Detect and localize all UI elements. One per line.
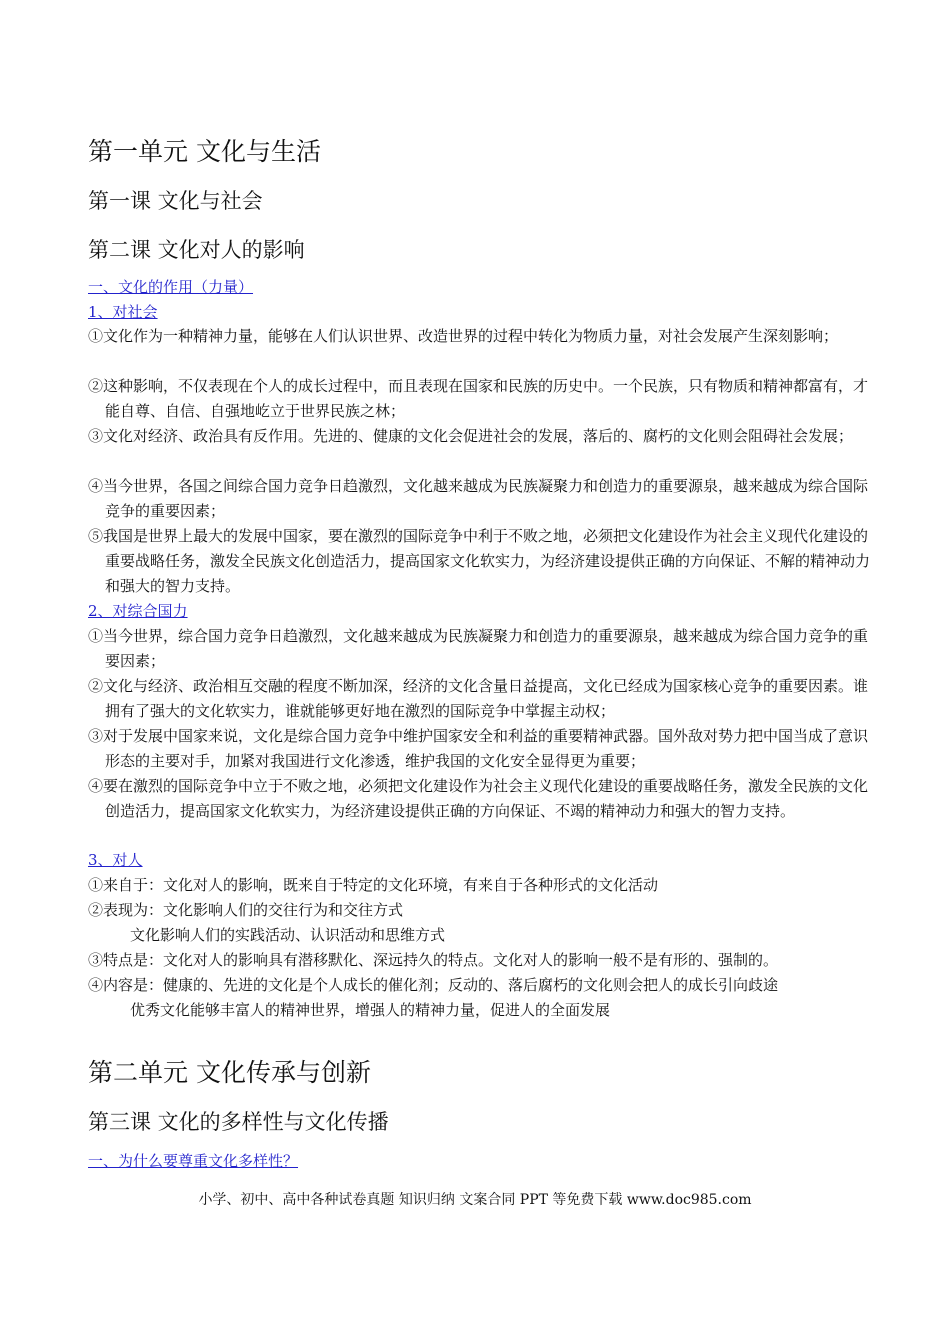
unit-2-title: 第二单元 文化传承与创新 <box>88 1058 371 1087</box>
section-culture-role-heading[interactable]: 一、文化的作用（力量） <box>88 278 254 296</box>
national-power-item-3: ③对于发展中国家来说，文化是综合国力竞争中维护国家安全和利益的重要精神武器。国外敌对势力把中国当成了意识形态的主要对手，加紧对我国进行文化渗透，维护我国的文化安全显得更为重要； <box>88 727 869 770</box>
person-item-2-continuation: 文化影响人们的实践活动、认识活动和思维方式 <box>130 926 446 944</box>
person-item-4: ④内容是：健康的、先进的文化是个人成长的催化剂；反动的、落后腐朽的文化则会把人的成长引向歧途 <box>88 976 779 994</box>
national-power-item-2: ②文化与经济、政治相互交融的程度不断加深，经济的文化含量日益提高，文化已经成为国家核心竞争的重要因素。谁拥有了强大的文化软实力，谁就能够更好地在激烈的国际竞争中掌握主动权； <box>88 677 869 720</box>
society-item-5: ⑤我国是世界上最大的发展中国家，要在激烈的国际竞争中利于不败之地，必须把文化建设作为社会主义现代化建设的重要战略任务，激发全民族文化创造活力，提高国家文化软实力，为经济建设提供正确的方向保证、不解的精神动力和强大的智力支持。 <box>88 527 871 595</box>
lesson-1-title: 第一课 文化与社会 <box>88 189 263 213</box>
society-item-3: ③文化对经济、政治具有反作用。先进的、健康的文化会促进社会的发展，落后的、腐朽的文化则会阻碍社会发展； <box>88 427 854 445</box>
national-power-item-4: ④要在激烈的国际竞争中立于不败之地，必须把文化建设作为社会主义现代化建设的重要战略任务，激发全民族的文化创造活力，提高国家文化软实力，为经济建设提供正确的方向保证、不竭的精神动力和强大的智力支持。 <box>88 777 869 820</box>
society-item-2: ②这种影响，不仅表现在个人的成长过程中，而且表现在国家和民族的历史中。一个民族，只有物质和精神都富有，才能自尊、自信、自强地屹立于世界民族之林； <box>88 377 869 420</box>
person-item-3: ③特点是：文化对人的影响具有潜移默化、深远持久的特点。文化对人的影响一般不是有形的、强制的。 <box>88 951 779 969</box>
lesson-3-title: 第三课 文化的多样性与文化传播 <box>88 1110 389 1134</box>
section-diversity-heading[interactable]: 一、为什么要尊重文化多样性？ <box>88 1152 299 1170</box>
subsection-national-power-heading[interactable]: 2、对综合国力 <box>88 602 188 620</box>
subsection-person-heading[interactable]: 3、对人 <box>88 851 143 869</box>
lesson-2-title: 第二课 文化对人的影响 <box>88 238 305 262</box>
society-item-4: ④当今世界，各国之间综合国力竞争日趋激烈，文化越来越成为民族凝聚力和创造力的重要源泉，越来越成为综合国际竞争的重要因素； <box>88 477 869 520</box>
society-item-1: ①文化作为一种精神力量，能够在人们认识世界、改造世界的过程中转化为物质力量，对社会发展产生深刻影响； <box>88 327 839 345</box>
subsection-society-heading[interactable]: 1、对社会 <box>88 303 158 321</box>
national-power-item-1: ①当今世界，综合国力竞争日趋激烈，文化越来越成为民族凝聚力和创造力的重要源泉，越来越成为综合国力竞争的重要因素； <box>88 627 869 670</box>
unit-1-title: 第一单元 文化与生活 <box>88 137 321 166</box>
person-item-2: ②表现为：文化影响人们的交往行为和交往方式 <box>88 901 404 919</box>
person-item-1: ①来自于：文化对人的影响，既来自于特定的文化环境，有来自于各种形式的文化活动 <box>88 876 659 894</box>
person-item-4-continuation: 优秀文化能够丰富人的精神世界，增强人的精神力量，促进人的全面发展 <box>130 1001 611 1019</box>
page-footer: 小学、初中、高中各种试卷真题 知识归纳 文案合同 PPT 等免费下载 www.doc985.com <box>198 1192 752 1208</box>
